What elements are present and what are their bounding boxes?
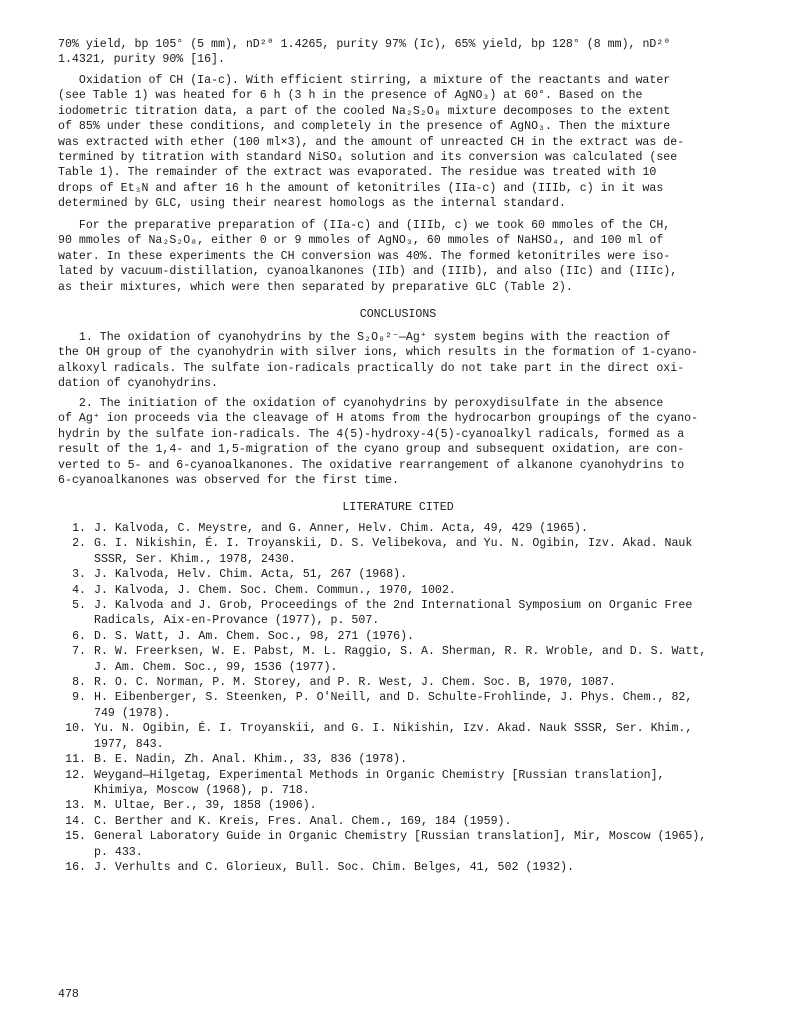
reference-line: R. O. C. Norman, P. M. Storey, and P. R. West, J. Chem. Soc. B, 1970, 1087. <box>94 676 616 690</box>
text-line: of Ag⁺ ion proceeds via the cleavage of H atoms from the hydrocarbon groupings of the cyano- <box>58 412 699 426</box>
text-line: Table 1). The remainder of the extract was evaporated. The residue was treated with 10 <box>58 166 657 180</box>
paragraph-preparative <box>58 218 738 295</box>
text-line: of 85% under these conditions, and completely in the presence of AgNO₃. Then the mixture <box>58 120 671 134</box>
reference-text <box>94 814 758 829</box>
reference-number: 10. <box>65 722 86 736</box>
section-heading-conclusions: CONCLUSIONS <box>359 308 437 321</box>
reference-text <box>94 629 758 644</box>
reference-line: J. Kalvoda, C. Meystre, and G. Anner, Helv. Chim. Acta, 49, 429 (1965). <box>94 522 588 535</box>
text-line: alkoxyl radicals. The sulfate ion-radicals practically do not take part in the direct oxi- <box>58 361 685 375</box>
reference-text <box>94 829 758 860</box>
reference-text <box>94 567 758 582</box>
text-line: 1. The oxidation of cyanohydrins by the S₂O₈²⁻—Ag⁺ system begins with the reaction of <box>58 331 671 344</box>
text-line: termined by titration with standard NiSO₄ solution and its conversion was calculated (see <box>58 151 678 165</box>
reference-item <box>58 829 758 860</box>
reference-item <box>58 768 758 799</box>
text-line: iodometric titration data, a part of the cooled Na₂S₂O₈ mixture decomposes to the extent <box>58 104 671 118</box>
text-line: (see Table 1) was heated for 6 h (3 h in the presence of AgNO₃) at 60°. Based on the <box>58 89 643 103</box>
text-line: determined by GLC, using their nearest homologs as the internal standard. <box>58 197 566 211</box>
page-number: 478 <box>58 988 79 1001</box>
text-line: was extracted with ether (100 ml×3), and the amount of unreacted CH in the extract was de- <box>58 135 685 149</box>
text-line: 70% yield, bp 105° (5 mm), nD²⁰ 1.4265, purity 97% (Ic), 65% yield, bp 128° (8 mm), nD²⁰ <box>58 38 671 51</box>
reference-line: B. E. Nadin, Zh. Anal. Khim., 33, 836 (1978). <box>94 753 408 767</box>
reference-item <box>58 752 758 767</box>
reference-line: J. Am. Chem. Soc., 99, 1536 (1977). <box>94 660 338 674</box>
reference-number: 4. <box>72 583 86 597</box>
reference-text <box>94 675 758 690</box>
reference-item <box>58 721 758 752</box>
reference-item <box>58 814 758 829</box>
text-line: as their mixtures, which were then separated by preparative GLC (Table 2). <box>58 280 573 294</box>
text-line: 1.4321, purity 90% [16]. <box>58 53 225 67</box>
reference-text <box>94 798 758 813</box>
section-heading-literature: LITERATURE CITED <box>342 501 454 514</box>
text-line: result of the 1,4- and 1,5-migration of the cyano group and subsequent oxidation, are con- <box>58 443 685 457</box>
paragraph-oxidation-method <box>58 73 738 212</box>
reference-list <box>58 521 758 875</box>
reference-number: 5. <box>72 599 86 613</box>
paragraph-intro-continuation <box>58 37 738 68</box>
reference-line: Yu. N. Ogibin, É. I. Troyanskii, and G. I. Nikishin, Izv. Akad. Nauk SSSR, Ser. Khim., <box>94 722 693 736</box>
reference-line: 749 (1978). <box>94 706 171 720</box>
reference-number: 3. <box>72 568 86 582</box>
reference-number: 7. <box>72 645 86 659</box>
reference-number: 16. <box>65 860 86 874</box>
text-line: 2. The initiation of the oxidation of cyanohydrins by peroxydisulfate in the absence <box>58 397 664 410</box>
reference-line: J. Kalvoda and J. Grob, Proceedings of the 2nd International Symposium on Organic Free <box>94 599 693 613</box>
reference-number: 2. <box>72 537 86 551</box>
text-line: the OH group of the cyanohydrin with silver ions, which results in the formation of 1-cyano- <box>58 346 699 360</box>
reference-text <box>94 644 758 675</box>
reference-item <box>58 598 758 629</box>
reference-line: M. Ultae, Ber., 39, 1858 (1906). <box>94 799 317 813</box>
reference-text <box>94 752 758 767</box>
paragraph-conclusion-2 <box>58 396 738 488</box>
reference-item <box>58 521 758 536</box>
text-line: For the preparative preparation of (IIa-c) and (IIIb, c) we took 60 mmoles of the CH, <box>58 219 671 232</box>
reference-line: SSSR, Ser. Khim., 1978, 2430. <box>94 552 296 566</box>
reference-text <box>94 598 758 629</box>
reference-item <box>58 567 758 582</box>
reference-text <box>94 721 758 752</box>
reference-item <box>58 629 758 644</box>
reference-text <box>94 521 758 536</box>
text-line: hydrin by the sulfate ion-radicals. The 4(5)-hydroxy-4(5)-cyanoalkyl radicals, formed as a <box>58 427 685 441</box>
reference-item <box>58 675 758 690</box>
reference-text <box>94 583 758 598</box>
reference-line: General Laboratory Guide in Organic Chemistry [Russian translation], Mir, Moscow (1965), <box>94 830 707 844</box>
reference-number: 9. <box>72 691 86 705</box>
text-line: lated by vacuum-distillation, cyanoalkanones (IIb) and (IIIb), and also (IIc) and (IIIc), <box>58 265 678 279</box>
reference-line: Weygand—Hilgetag, Experimental Methods in Organic Chemistry [Russian translation], <box>94 768 665 782</box>
reference-line: H. Eibenberger, S. Steenken, P. O'Neill, and D. Schulte-Frohlinde, J. Phys. Chem., 82, <box>94 691 693 705</box>
reference-number: 15. <box>65 830 86 844</box>
reference-line: C. Berther and K. Kreis, Fres. Anal. Chem., 169, 184 (1959). <box>94 814 512 828</box>
reference-number: 12. <box>65 768 86 782</box>
reference-line: p. 433. <box>94 845 143 859</box>
text-line: verted to 5- and 6-cyanoalkanones. The oxidative rearrangement of alkanone cyanohydrins to <box>58 458 685 472</box>
reference-number: 13. <box>65 799 86 813</box>
paragraph-conclusion-1 <box>58 330 738 392</box>
reference-item <box>58 690 758 721</box>
reference-line: Khimiya, Moscow (1968), p. 718. <box>94 783 310 797</box>
reference-item <box>58 583 758 598</box>
reference-item <box>58 536 758 567</box>
reference-text <box>94 860 758 875</box>
reference-item <box>58 798 758 813</box>
text-line: Oxidation of CH (Ia-c). With efficient stirring, a mixture of the reactants and water <box>58 74 671 87</box>
reference-line: J. Verhults and C. Glorieux, Bull. Soc. Chim. Belges, 41, 502 (1932). <box>94 860 575 874</box>
reference-item <box>58 860 758 875</box>
text-line: dation of cyanohydrins. <box>58 377 219 391</box>
text-line: 6-cyanoalkanones was observed for the first time. <box>58 474 399 488</box>
text-line: 90 mmoles of Na₂S₂O₈, either 0 or 9 mmoles of AgNO₃, 60 mmoles of NaHSO₄, and 100 ml of <box>58 234 664 248</box>
reference-item <box>58 644 758 675</box>
reference-line: G. I. Nikishin, É. I. Troyanskii, D. S. Velibekova, and Yu. N. Ogibin, Izv. Akad. Nauk <box>94 537 693 551</box>
reference-number: 11. <box>65 753 86 767</box>
reference-line: J. Kalvoda, J. Chem. Soc. Chem. Commun., 1970, 1002. <box>94 583 456 597</box>
reference-text <box>94 690 758 721</box>
reference-text <box>94 768 758 799</box>
reference-line: J. Kalvoda, Helv. Chim. Acta, 51, 267 (1968). <box>94 568 408 582</box>
reference-line: D. S. Watt, J. Am. Chem. Soc., 98, 271 (1976). <box>94 629 415 643</box>
text-line: water. In these experiments the CH conversion was 40%. The formed ketonitriles were iso- <box>58 249 671 263</box>
reference-number: 6. <box>72 629 86 643</box>
reference-text <box>94 536 758 567</box>
reference-line: R. W. Freerksen, W. E. Pabst, M. L. Raggio, S. A. Sherman, R. R. Wroble, and D. S. Watt, <box>94 645 707 659</box>
reference-number: 8. <box>72 676 86 690</box>
reference-number: 14. <box>65 814 86 828</box>
reference-line: 1977, 843. <box>94 737 164 751</box>
reference-line: Radicals, Aix-en-Provance (1977), p. 507. <box>94 614 380 628</box>
reference-number: 1. <box>72 522 86 535</box>
text-line: drops of Et₃N and after 16 h the amount of ketonitriles (IIa-c) and (IIIb, c) in it was <box>58 181 664 195</box>
